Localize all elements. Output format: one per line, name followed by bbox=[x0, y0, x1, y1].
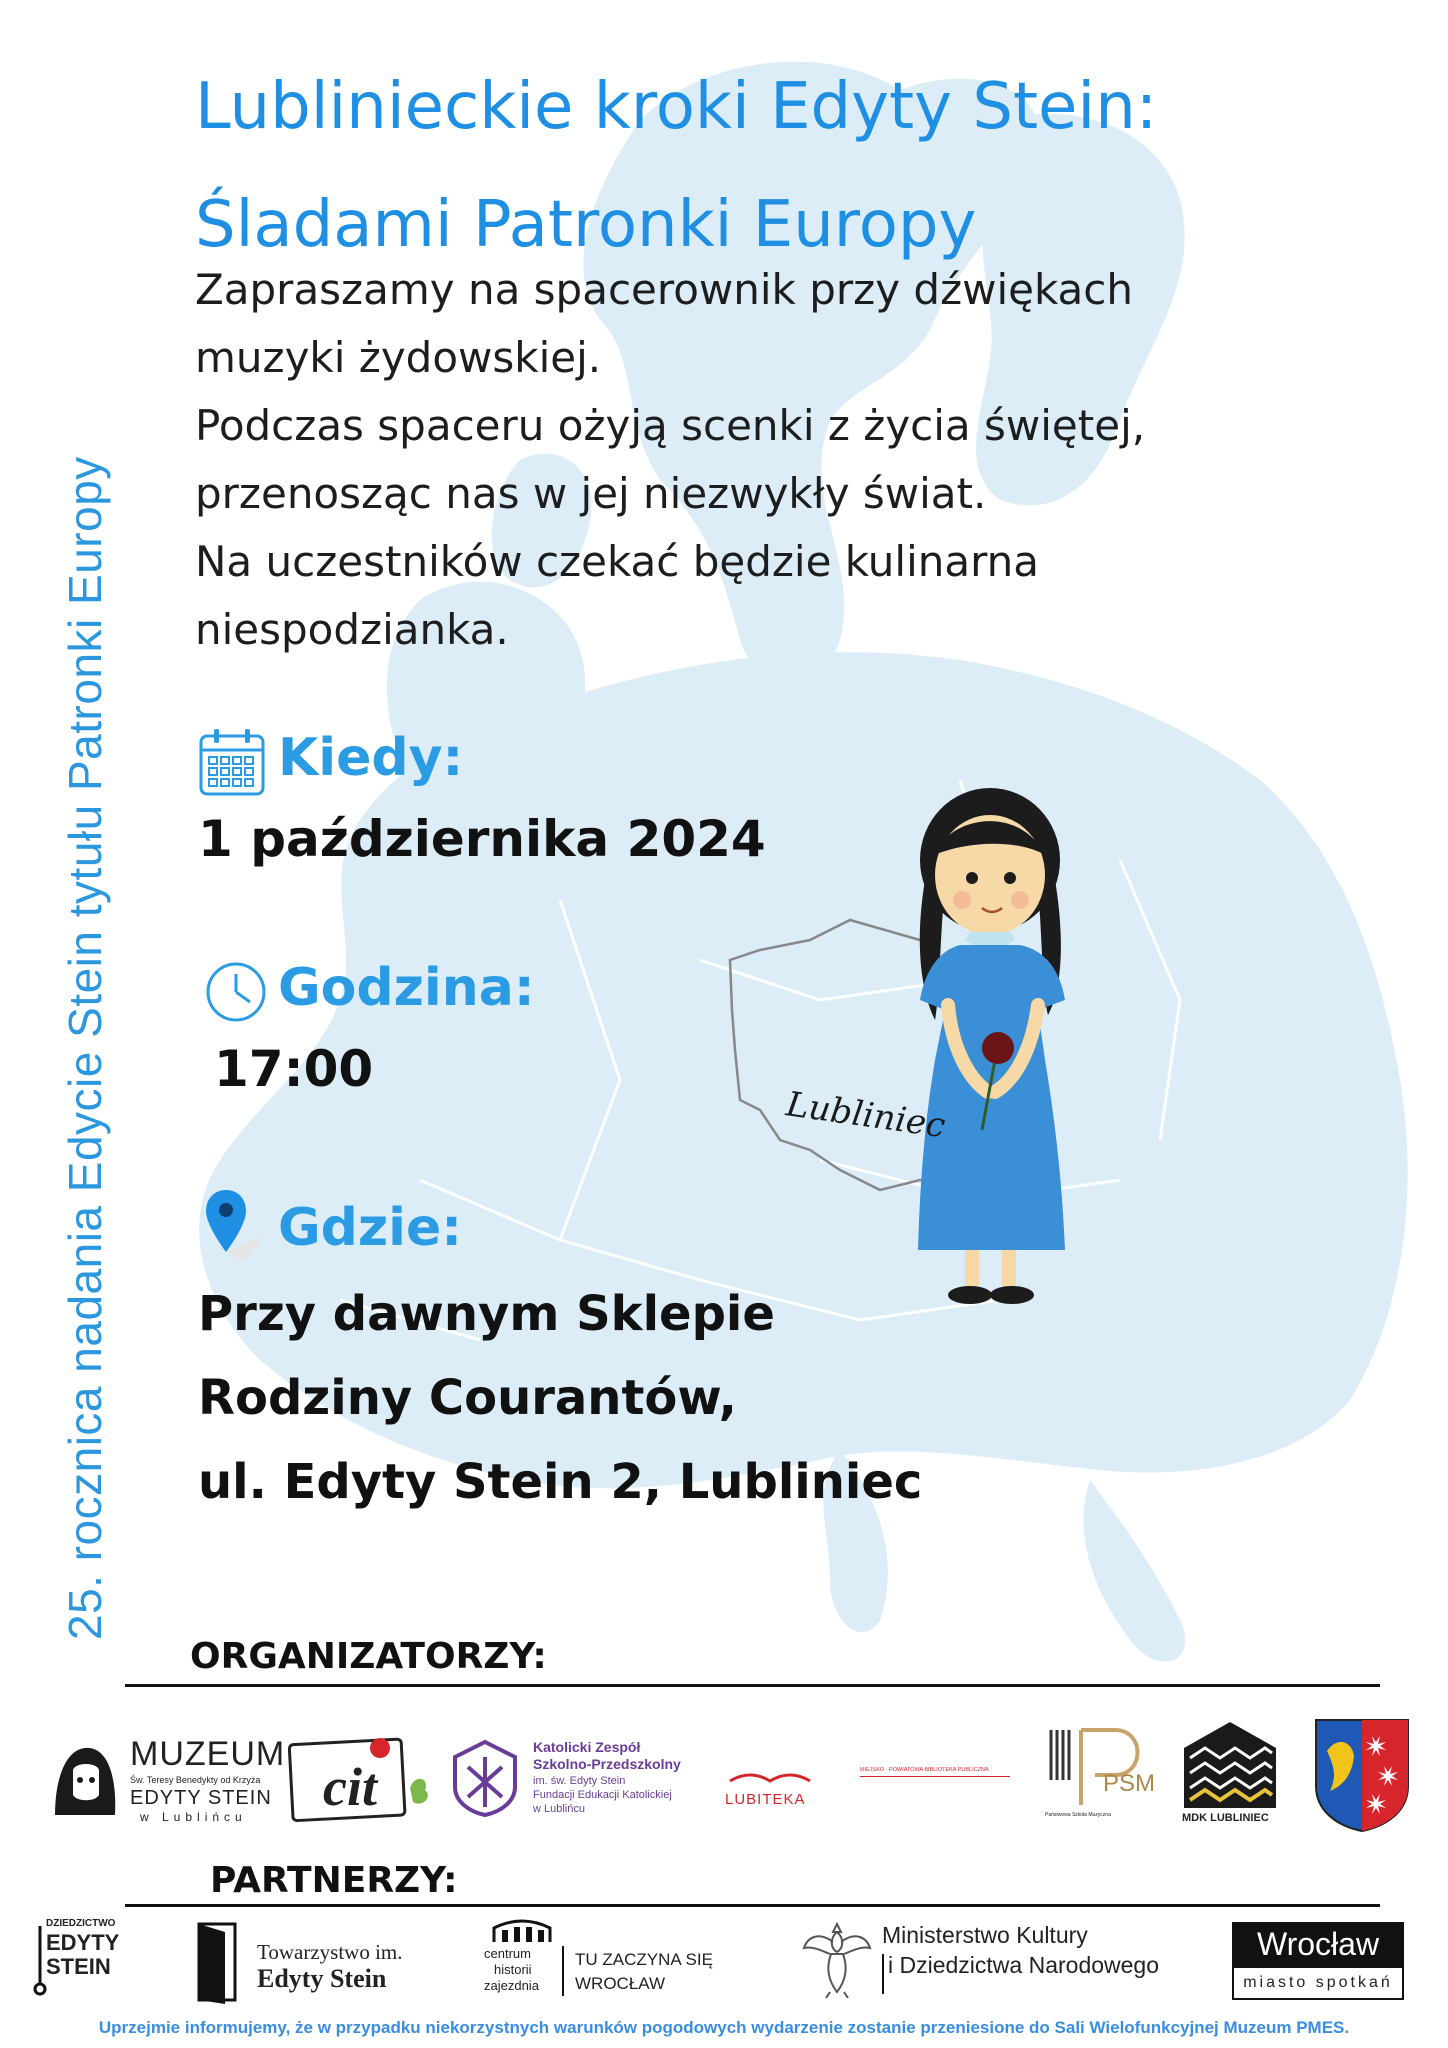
partners-heading: PARTNERZY: bbox=[210, 1860, 458, 1901]
page-title bbox=[195, 48, 1425, 284]
ministerstwo-line-1: Ministerstwo Kultury bbox=[882, 1922, 1088, 1948]
ministerstwo-line-2: i Dziedzictwa Narodowego bbox=[888, 1952, 1160, 1978]
kzsp-name-1: Katolicki Zespół bbox=[533, 1739, 641, 1755]
door-icon bbox=[195, 1920, 239, 2004]
address-line: Rodziny Courantów, bbox=[198, 1370, 737, 1426]
centrum-line-2: historii bbox=[494, 1962, 532, 1977]
logo-cit bbox=[285, 1728, 435, 1828]
event-date: 1 października 2024 bbox=[198, 810, 766, 868]
key-icon bbox=[30, 1926, 50, 1996]
centrum-slogan-1: TU ZACZYNA SIĘ bbox=[575, 1950, 713, 1969]
when-label: Kiedy: bbox=[278, 728, 464, 788]
title-line-2: Śladami Patronki Europy bbox=[195, 188, 977, 262]
ministerstwo-divider bbox=[882, 1954, 884, 1994]
intro-line: Podczas spaceru ożyją scenki z życia świętej, bbox=[195, 401, 1146, 450]
kzsp-sub-3: w Lublińcu bbox=[533, 1803, 585, 1815]
mdk-house-icon bbox=[1180, 1718, 1280, 1810]
title-line-1: Lublinieckie kroki Edyty Stein: bbox=[195, 70, 1158, 144]
lubliniec-coat-of-arms-icon bbox=[1312, 1716, 1412, 1834]
towarzystwo-line-2: Edyty Stein bbox=[257, 1964, 387, 1993]
wroclaw-sub: miasto spotkań bbox=[1243, 1974, 1393, 1991]
centrum-line-3: zajezdnia bbox=[484, 1978, 539, 1993]
logo-towarzystwo-edyty-stein bbox=[195, 1920, 425, 2005]
centrum-line-1: centrum bbox=[484, 1946, 531, 1961]
lubiteka-sub: MIEJSKO - POWIATOWA BIBLIOTEKA PUBLICZNA bbox=[860, 1767, 989, 1773]
address-line: ul. Edyty Stein 2, Lubliniec bbox=[198, 1454, 923, 1510]
edith-stein-portrait-icon bbox=[45, 1740, 123, 1820]
depot-icon bbox=[492, 1918, 552, 1944]
logo-dziedzictwo-edyty-stein bbox=[40, 1918, 140, 1998]
logo-lubiteka bbox=[725, 1755, 1015, 1815]
dziedzictwo-line-3: STEIN bbox=[46, 1954, 111, 1979]
intro-line: niespodzianka. bbox=[195, 605, 509, 654]
logo-psm bbox=[1045, 1720, 1155, 1830]
kzsp-sub-1: im. św. Edyty Stein bbox=[533, 1775, 626, 1787]
muzeum-name: MUZEUM bbox=[130, 1735, 286, 1773]
partners-divider bbox=[125, 1904, 1380, 1907]
cit-name: cit bbox=[323, 1757, 377, 1817]
organizers-divider bbox=[125, 1684, 1380, 1687]
centrum-divider bbox=[562, 1946, 564, 1996]
intro-paragraph bbox=[195, 256, 1345, 664]
girl-illustration bbox=[720, 760, 1140, 1320]
kzsp-name-2: Szkolno-Przedszkolny bbox=[533, 1756, 681, 1772]
lubiteka-name: LUBITEKA bbox=[725, 1791, 806, 1808]
logo-mdk-lubliniec bbox=[1180, 1718, 1280, 1828]
location-pin-icon bbox=[204, 1186, 268, 1266]
clock-icon bbox=[204, 960, 268, 1024]
muzeum-city: w Lublińcu bbox=[140, 1810, 247, 1824]
kzsp-sub-2: Fundacji Edukacji Katolickiej bbox=[533, 1789, 672, 1801]
logo-muzeum-edyty-stein bbox=[45, 1735, 286, 1825]
event-hour: 17:00 bbox=[214, 1040, 374, 1098]
centrum-slogan-2: WROCŁAW bbox=[575, 1974, 666, 1993]
muzeum-sub: Św. Teresy Benedykty od Krzyża bbox=[130, 1775, 261, 1785]
towarzystwo-line-1: Towarzystwo im. bbox=[257, 1940, 403, 1964]
open-book-icon bbox=[725, 1761, 815, 1791]
lubiteka-underline bbox=[860, 1776, 1010, 1777]
mdk-name: MDK LUBLINIEC bbox=[1182, 1812, 1269, 1824]
intro-line: Na uczestników czekać będzie kulinarna bbox=[195, 537, 1039, 586]
where-label: Gdzie: bbox=[278, 1198, 463, 1258]
address-line: Przy dawnym Sklepie bbox=[198, 1286, 775, 1342]
logo-ministerstwo-kultury bbox=[800, 1918, 1170, 2003]
intro-line: przenosząc nas w jej niezwykły świat. bbox=[195, 469, 987, 518]
dziedzictwo-line-2: EDYTY bbox=[46, 1930, 120, 1955]
hour-label: Godzina: bbox=[278, 958, 535, 1018]
logo-katolicki-zespol bbox=[450, 1735, 710, 1825]
map-city-label: Lubliniec bbox=[783, 1084, 948, 1147]
organizers-heading: ORGANIZATORZY: bbox=[190, 1636, 547, 1677]
anniversary-banner: 25. rocznica nadania Edycie Stein tytułu Patronki Europy bbox=[59, 456, 111, 1640]
polish-eagle-icon bbox=[800, 1918, 874, 1998]
logo-wroclaw-miasto-spotkan bbox=[1232, 1922, 1404, 2000]
dziedzictwo-line-1: DZIEDZICTWO bbox=[46, 1918, 116, 1929]
muzeum-name-2: EDYTY STEIN bbox=[130, 1787, 272, 1809]
school-emblem-icon bbox=[450, 1737, 520, 1817]
intro-line: Zapraszamy na spacerownik przy dźwiękach bbox=[195, 265, 1134, 314]
logo-centrum-historii-zajezdnia bbox=[480, 1918, 750, 2003]
calendar-icon bbox=[198, 726, 266, 798]
wroclaw-name: Wrocław bbox=[1256, 1926, 1380, 1962]
intro-line: muzyki żydowskiej. bbox=[195, 333, 602, 382]
weather-notice: Uprzejmie informujemy, że w przypadku niekorzystnych warunków pogodowych wydarzenie zostanie przeniesione do Sali Wielofunkcyjnej Muzeum PMES. bbox=[98, 2018, 1350, 2037]
psm-sub: Państwowa Szkoła Muzyczna bbox=[1045, 1812, 1111, 1818]
psm-name: PSM bbox=[1103, 1770, 1156, 1797]
